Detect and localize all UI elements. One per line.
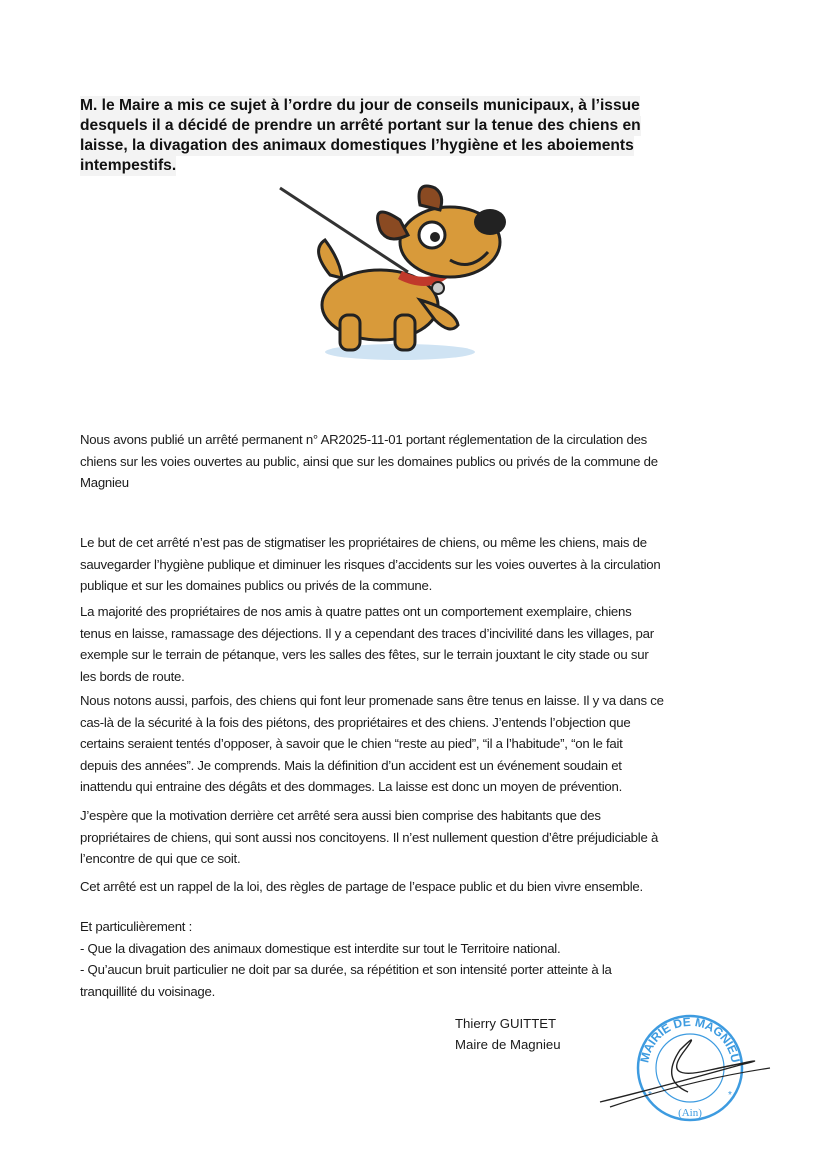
heading-line: desquels il a décidé de prendre un arrêté portant sur la tenue des chiens en [80, 117, 641, 134]
paragraph-line: Cet arrêté est un rappel de la loi, des règles de partage de l’espace public et du bien vivre ensemble. [80, 879, 643, 894]
paragraph-line: exemple sur le terrain de pétanque, vers les salles des fêtes, sur le terrain jouxtant le city stade ou sur [80, 647, 649, 662]
paragraph-line: l’encontre de qui que ce soit. [80, 851, 241, 866]
paragraph-line: - Qu’aucun bruit particulier ne doit par sa durée, sa répétition et son intensité porter atteinte à la [80, 962, 612, 977]
signatory-name: Thierry GUITTET [455, 1016, 557, 1031]
paragraph-line: sauvegarder l’hygiène publique et diminuer les risques d’accidents sur les voies ouvertes à la circulation [80, 556, 661, 572]
heading-line: intempestifs. [80, 157, 177, 174]
paragraph-line: les bords de route. [80, 668, 185, 684]
paragraph-line: publique et sur les domaines publics ou privés de la commune. [80, 578, 433, 593]
svg-text:*: * [728, 1090, 732, 1101]
mairie-stamp-and-signature [590, 1010, 780, 1130]
heading-line: M. le Maire a mis ce sujet à l’ordre du jour de conseils municipaux, à l’issue [80, 97, 640, 114]
dog-on-leash-illustration [270, 180, 515, 365]
signatory-title: Maire de Magnieu [455, 1037, 561, 1052]
paragraph-line: Magnieu [80, 475, 129, 490]
ear [378, 212, 409, 239]
signature-block [455, 1013, 561, 1055]
paragraph [80, 876, 643, 898]
paragraph-line: Et particulièrement : [80, 919, 193, 934]
paragraph [80, 916, 612, 1002]
paragraph-line: Le but de cet arrêté n’est pas de stigmatiser les propriétaires de chiens, ou même les chiens, mais de [80, 535, 647, 550]
paragraph-line: inattendu qui entraine des dégâts et des dommages. La laisse est donc un moyen de prévention. [80, 779, 622, 794]
paragraph [80, 690, 664, 798]
paragraph-line: depuis des années”. Je comprends. Mais la définition d’un accident est un événement soudain et [80, 757, 622, 773]
paragraph-line: tenus en laisse, ramassage des déjections. Il y a cependant des traces d’incivilité dans les villages, par [80, 625, 654, 641]
paragraph [80, 429, 658, 494]
paragraph-line: propriétaires de chiens, qui sont aussi nos concitoyens. Il n’est nullement question d’être préjudiciable à [80, 829, 659, 845]
paragraph [80, 805, 658, 870]
paragraph-line: cas-là de la sécurité à la fois des piétons, des propriétaires et des chiens. J’entends l’objection que [80, 714, 631, 730]
paragraph-line: Nous notons aussi, parfois, des chiens qui font leur promenade sans être tenus en laisse. Il y va dans ce [80, 693, 664, 708]
svg-text:*: * [648, 1090, 652, 1101]
paragraph [80, 601, 654, 687]
tail [319, 240, 342, 278]
paragraph-line: Nous avons publié un arrêté permanent n° AR2025-11-01 portant réglementation de la circulation des [80, 432, 648, 447]
paragraph-line: La majorité des propriétaires de nos amis à quatre pattes ont un comportement exemplaire, chiens [80, 604, 632, 619]
svg-text:MAIRIE DE MAGNIEU: MAIRIE DE MAGNIEU [637, 1014, 743, 1064]
paragraph-line: J’espère que la motivation derrière cet arrêté sera aussi bien comprise des habitants que des [80, 808, 601, 823]
document-heading [80, 96, 740, 176]
paragraph [80, 532, 660, 597]
svg-text:(Ain): (Ain) [678, 1107, 702, 1119]
heading-line: laisse, la divagation des animaux domestiques l’hygiène et les aboiements [80, 137, 634, 154]
paragraph-line: chiens sur les voies ouvertes au public, ainsi que sur les domaines publics ou privés de la commune de [80, 453, 658, 469]
paragraph-line: tranquillité du voisinage. [80, 983, 215, 999]
nose [474, 209, 506, 235]
paragraph-line: - Que la divagation des animaux domestique est interdite sur tout le Territoire national. [80, 940, 561, 956]
paragraph-line: certains seraient tentés d’opposer, à savoir que le chien “reste au pied”, “il a l’habitude”, “on le fait [80, 736, 623, 751]
